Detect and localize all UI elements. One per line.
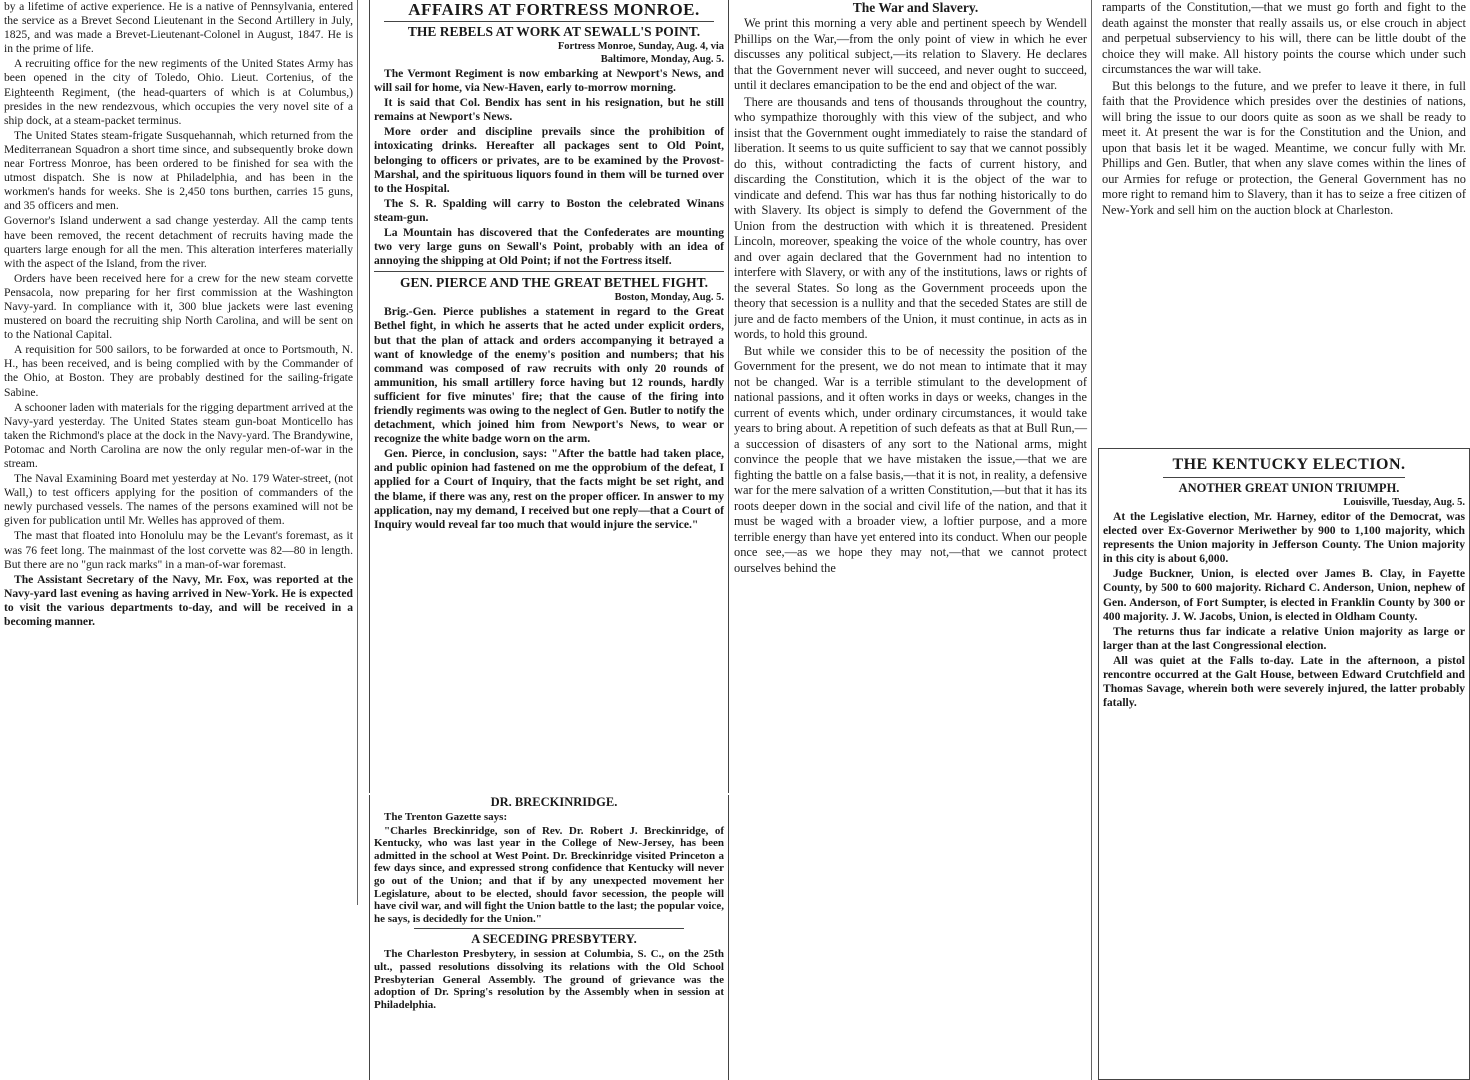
col1-para: The United States steam-frigate Susquehannah, which returned from the Mediterranean Squadron a short time since, and subsequently broke down near Fortress Monroe, has been ordered to be finished for sea with the utmost dispatch. She is now at Philadelphia, and has been in the workmen's hands for weeks. She is 2,450 tons burthen, carries 15 guns, and 35 officers and men. — [4, 128, 353, 213]
article-para: All was quiet at the Falls to-day. Late in the afternoon, a pistol rencontre occurred at the Galt House, between Edward Crutchfield and Thomas Savage, wherein both were severely injured, the latter probably fatally. — [1103, 653, 1465, 710]
col1-para: by a lifetime of active experience. He is a native of Pennsylvania, entered the service as a Brevet Second Lieutenant in the Second Artillery in July, 1825, and was made a Brevet-Lieutenant-Colonel in August, 1847. He is in the prime of life. — [4, 0, 353, 56]
article-para: But this belongs to the future, and we prefer to leave it there, in full faith that the Providence which presides over the destinies of nations, will bring the issue to our doors quite as soon as we shall be ready to meet it. At present the war is for the Constitution and the Union, and upon that basis let it be waged. Meantime, we concur fully with Mr. Phillips and Gen. Butler, that when any slave comes within the lines of our Armies for refuge or protection, the General Government has no more right to remand him to Slavery, than it has to seize a free citizen of New-York and sell him on the auction block at Charleston. — [1102, 78, 1466, 217]
col1-para: A requisition for 500 sailors, to be forwarded at once to Portsmouth, N. H., has been received, and is being complied with by the Commander of the Ohio, at Boston. They are probably destined for the sailing-frigate Sabine. — [4, 343, 353, 399]
article-para: ramparts of the Constitution,—that we must go forth and fight to the death against the monster that really assails us, or else crouch in abject and perpetual subserviency to his will, there can be little doubt of the choice they will make. All history points the course which under such circumstances the war will take. — [1102, 0, 1466, 76]
divider — [374, 271, 724, 272]
article-subheadline: GEN. PIERCE AND THE GREAT BETHEL FIGHT. — [399, 275, 709, 291]
article-para: The Trenton Gazette says: — [384, 811, 508, 823]
divider — [384, 21, 714, 22]
col1-para: The Naval Examining Board met yesterday at No. 179 Water-street, (not Wall,) to test officers applying for the position of commanders of the newly purchased vessels. The names of the persons examined will not be given for publication until Mr. Welles has approved of them. — [4, 472, 353, 528]
article-para: We print this morning a very able and pertinent speech by Wendell Phillips on the War,—from the only point of view in which he ever discusses any political subject,—its relation to Slavery. He declares that the Government never will succeed, and never ought to succeed, until it declares emancipation to be the end and object of the war. — [734, 16, 1087, 92]
col1-para: A schooner laden with materials for the rigging department arrived at the Navy-yard yesterday. The United States steam gun-boat Monticello has taken the Richmond's place at the dock in the Navy-yard. The Brandywine, Potomac and North Carolina are now the only regular men-of-war in the stream. — [4, 400, 353, 470]
article-subheadline: THE REBELS AT WORK AT SEWALL'S POINT. — [407, 24, 701, 39]
article-para: Gen. Pierce, in conclusion, says: "After the battle had taken place, and public opinion had fastened on me the opprobium of the defeat, I applied for a Court of Inquiry, that the facts might be set right, and the blame, if there was any, rest on the proper officer. In answer to my application, nay my demand, I received but one reply—that a Court of Inquiry would reveal far too much that would injure the service." — [374, 447, 724, 531]
article-para: But while we consider this to be of necessity the position of the Government for the present, we do not mean to intimate that it may not be changed. War is a terrible stimulant to the development of national passions, and it often works in days or weeks, changes in the current of events which, under ordinary circumstances, it would take years to bring about. A repetition of such defeats as that at Bull Run,—a succession of disasters of any sort to the National arms, might convince the people that we have mistaken the issue,—that we are fighting the battle on a false basis,—that it is not, in reality, a defensive war for the mere salvation of a written Constitution,—but that it has its roots deeper down in the social and civil life of the nation, and that it must be waged with a broader view, a loftier purpose, and a more terrible energy than have yet entered into its conduct. When our people once see,—as we hope they may not,—that we cannot protect ourselves behind the — [734, 343, 1087, 575]
dateline: Louisville, Tuesday, Aug. 5. — [1343, 497, 1465, 508]
article-para: Judge Buckner, Union, is elected over James B. Clay, in Fayette County, by 500 to 600 majority. Richard C. Anderson, Union, nephew of Gen. Anderson, of Fort Sumpter, is elected in Franklin County by 300 or 400 majority. J. W. Jacobs, Union, is elected in Oldham County. — [1103, 567, 1465, 623]
article-para: It is said that Col. Bendix has sent in his resignation, but he still remains at Newport's News. — [374, 96, 724, 124]
dateline: Fortress Monroe, Sunday, Aug. 4, via — [557, 41, 724, 52]
article-para: The S. R. Spalding will carry to Boston the celebrated Winans steam-gun. — [374, 196, 724, 224]
article-headline: The War and Slavery. — [852, 0, 979, 15]
article-subheadline: ANOTHER GREAT UNION TRIUMPH. — [1178, 481, 1400, 495]
article-para: The Vermont Regiment is now embarking at Newport's News, and will sail for home, via New-Haven, early to-morrow morning. — [374, 67, 724, 95]
article-para: More order and discipline prevails since the prohibition of intoxicating drinks. Hereafter all packages sent to Old Point, belonging to officers or privates, are to be examined by the Provost-Marshal, and the spirituous liquors found in them will be turned over to the Hospital. — [374, 125, 724, 195]
article-para: The Charleston Presbytery, in session at Columbia, S. C., on the 25th ult., passed resolutions dissolving its relations with the Old School Presbyterian General Assembly. The ground of grievance was the adoption of Dr. Spring's resolution by the Assembly when in session at Philadelphia. — [374, 948, 724, 1011]
column-1 — [4, 0, 358, 905]
divider — [414, 928, 684, 929]
war-and-slavery-article — [734, 0, 1092, 1080]
col1-para: Governor's Island underwent a sad change yesterday. All the camp tents have been removed, the recent detachment of recruits having made the quarters large enough for all the men. This alteration interferes materially with the aspect of the Island, from the river. — [4, 214, 353, 270]
col1-para: A recruiting office for the new regiments of the United States Army has been opened in the city of Toledo, Ohio. Lieut. Cortenius, of the Eighteenth Regiment, (the head-quarters of which is at Columbus,) presides in the new rendezvous, which occupies the very novel site of a ship dock, at a steam-packet terminus. — [4, 57, 353, 127]
article-headline: AFFAIRS AT FORTRESS MONROE. — [408, 0, 700, 19]
article-para: At the Legislative election, Mr. Harney, editor of the Democrat, was elected over Ex-Governor Meriwether by 900 to 1,100 majority, which represents the Union majority in Jefferson County. The Union majority in this city is about 6,000. — [1103, 510, 1465, 566]
article-para: Brig.-Gen. Pierce publishes a statement in regard to the Great Bethel fight, in which he asserts that he acted under explicit orders, but that the plan of attack and orders accompanying it betrayed a want of knowledge of the enemy's position and numbers; that his command was composed of raw recruits with only 20 rounds of ammunition, his small artillery force having but 12 rounds, hardly sufficient for five minutes' fire; that the cause of the firing into friendly regiments was owing to the neglect of Gen. Butler to notify the detachment, which joined him from Newport's News, to wear or recognize the white badge worn on the arm. — [374, 305, 724, 446]
article-para: There are thousands and tens of thousands throughout the country, who sympathize thoroughly with this view of the subject, and who insist that the Government ought immediately to raise the standard of liberation. It seems to us quite sufficient to say that we cannot possibly do this, without contradicting the facts of current history, and discarding the Constitution, which it is the object of the war to vindicate and defend. This war has thus far nothing historically to do with Slavery. Its object is simply to defend the Government of the Union from the destruction with which it is threatened. President Lincoln, moreover, speaking the voice of the whole country, has over and over again declared that the Government had no intention to interfere with Slavery, or with any of the institutions, laws or rights of the several States. So long as the Government proceeds upon the theory that secession is a nullity and that the seceded States are still de jure and de facto members of the Union, it must continue, in acts as in words, to hold this ground. — [734, 94, 1087, 341]
divider — [1163, 477, 1405, 478]
war-and-slavery-continued — [1098, 0, 1470, 440]
article-headline: THE KENTUCKY ELECTION. — [1172, 456, 1406, 473]
dateline: Baltimore, Monday, Aug. 5. — [600, 54, 724, 65]
article-para: The returns thus far indicate a relative Union majority as large or larger than at the last Congressional election. — [1103, 624, 1465, 652]
kentucky-election-article — [1098, 448, 1470, 1080]
col1-para: Orders have been received here for a crew for the new steam corvette Pensacola, now preparing for her first commission at the Washington Navy-yard. In compliance with it, 300 blue jackets were last evening mustered on board the recruiting ship North Carolina, and will be sent on to the National Capital. — [4, 271, 353, 342]
fortress-monroe-article — [369, 0, 729, 793]
col1-para: The Assistant Secretary of the Navy, Mr. Fox, was reported at the Navy-yard last evening as having arrived in New-York. He is expected to visit the various departments to-day, and will be received in a becoming manner. — [4, 572, 353, 629]
breckinridge-article — [369, 795, 729, 1080]
article-para: La Mountain has discovered that the Confederates are mounting two very large guns on Sewall's Point, probably with an idea of annoying the shipping at Old Point; if not the Fortress itself. — [374, 226, 724, 268]
article-subheadline: DR. BRECKINRIDGE. — [490, 795, 618, 809]
article-para: "Charles Breckinridge, son of Rev. Dr. Robert J. Breckinridge, of Kentucky, who was last year in the College of New-Jersey, has been admitted in the school at West Point. Dr. Breckinridge visited Princeton a few days since, and expressed strong confidence that Kentucky will never go out of the Union; and that if by any unexpected movement her Legislature, about to be elected, should favor secession, the people will have civil war, and will fight the Union battle to the last; the popular voice, he says, is decidedly for the Union." — [374, 824, 724, 925]
col1-para: The mast that floated into Honolulu may be the Levant's foremast, as it was 76 feet long. The mainmast of the lost corvette was 82—80 in length. But there are no "gun rack marks" in a man-of-war foremast. — [4, 529, 353, 571]
article-subheadline: A SECEDING PRESBYTERY. — [471, 932, 637, 947]
dateline: Boston, Monday, Aug. 5. — [614, 292, 724, 304]
